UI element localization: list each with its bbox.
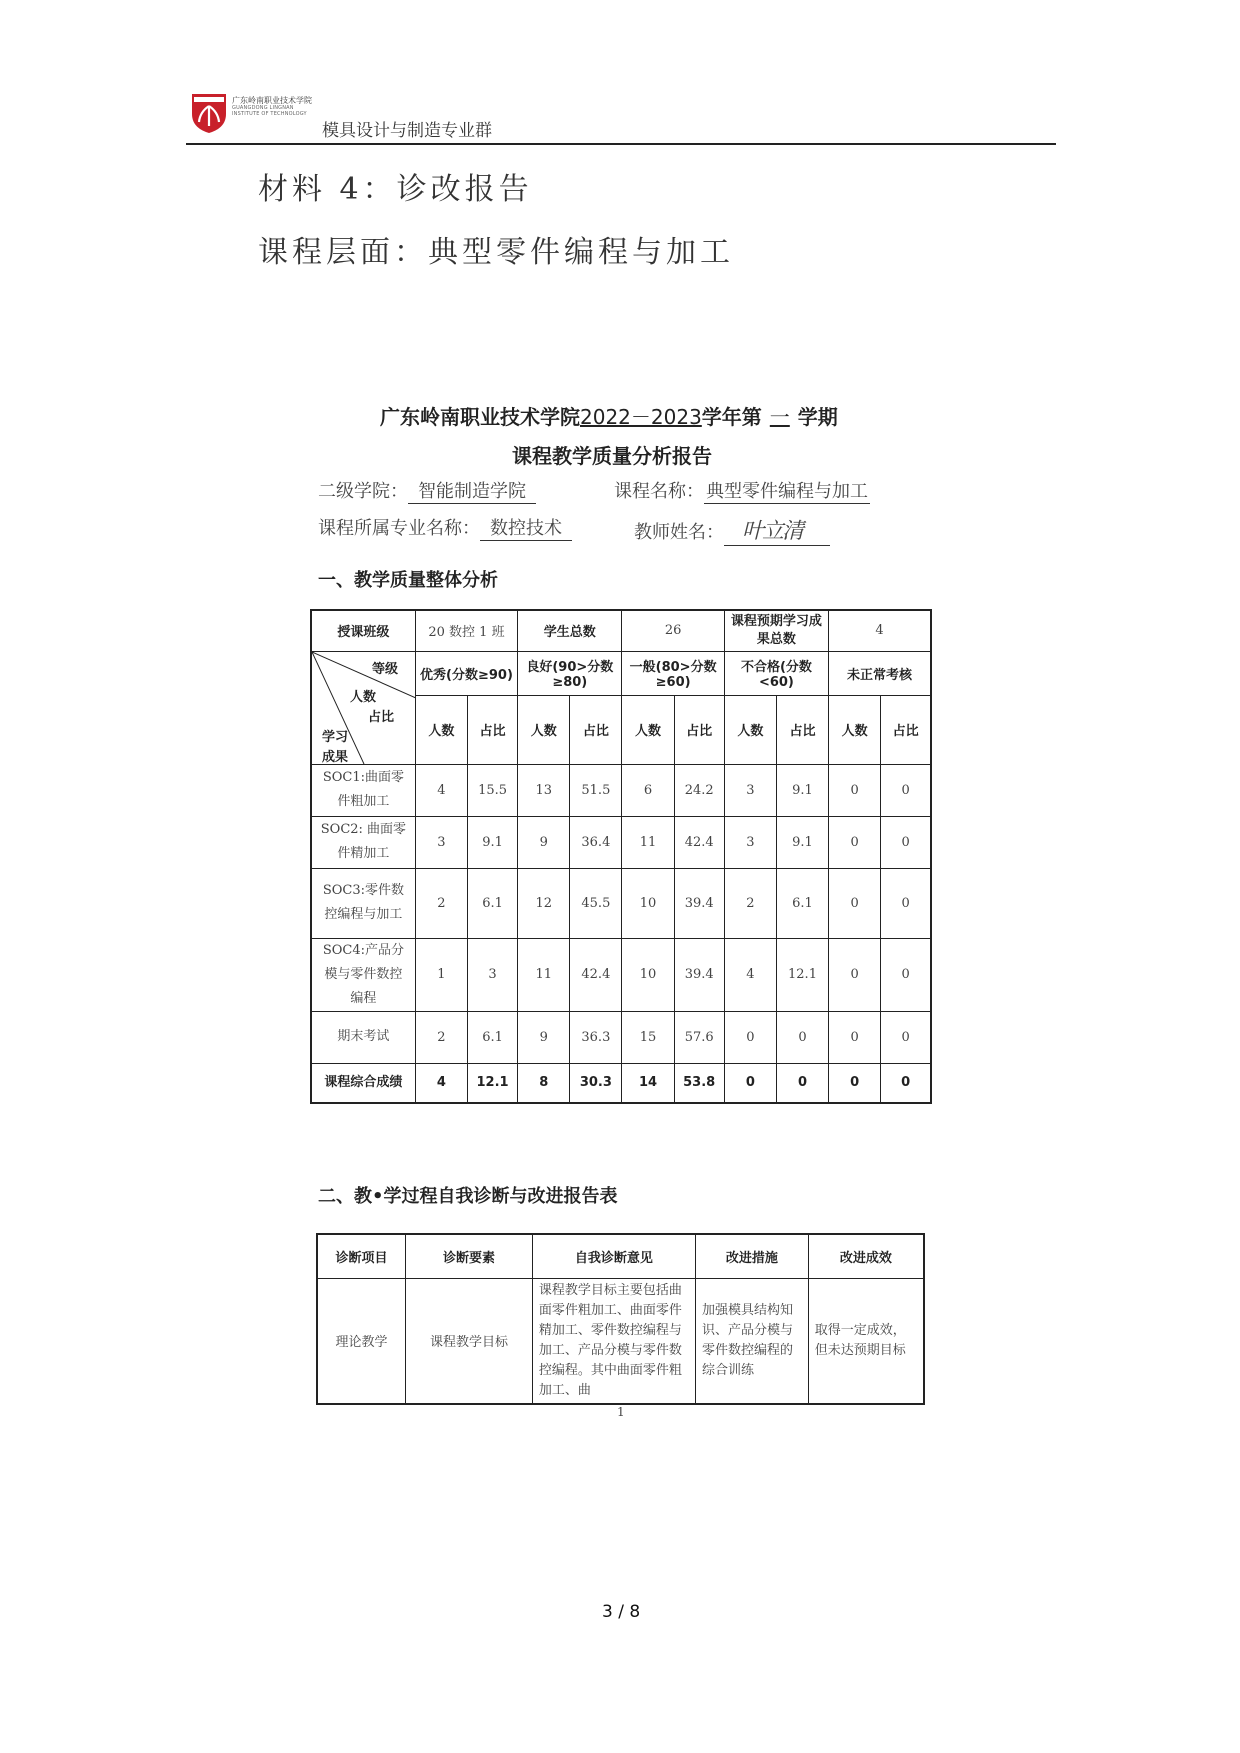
outcome-row — [311, 816, 931, 868]
ratio-header: 占比 — [776, 695, 828, 764]
ratio-cell: 24.2 — [674, 764, 724, 816]
course-field — [614, 477, 870, 504]
outcome-row — [311, 764, 931, 816]
count-cell: 4 — [415, 1063, 467, 1103]
count-cell: 2 — [415, 868, 467, 938]
outcomes-label: 课程预期学习成果总数 — [724, 610, 828, 651]
grade-good: 良好(90>分数≥80) — [518, 651, 622, 695]
report-year: 2022－2023 — [580, 405, 702, 429]
quality-analysis-table — [310, 609, 932, 1104]
count-cell: 0 — [829, 764, 881, 816]
ratio-cell: 36.3 — [570, 1011, 622, 1063]
ratio-cell: 42.4 — [674, 816, 724, 868]
ratio-cell: 36.4 — [570, 816, 622, 868]
ratio-cell: 6.1 — [467, 868, 517, 938]
report-title — [380, 401, 838, 430]
ratio-cell: 6.1 — [467, 1011, 517, 1063]
count-cell: 0 — [829, 816, 881, 868]
course-level-heading: 课程层面：典型零件编程与加工 — [258, 235, 734, 270]
count-cell: 8 — [518, 1063, 570, 1103]
count-header: 人数 — [622, 695, 674, 764]
ratio-cell: 0 — [776, 1011, 828, 1063]
header-improvement-measure: 改进措施 — [695, 1234, 808, 1278]
class-value: 20 数控 1 班 — [415, 610, 517, 651]
diagnosis-item: 理论教学 — [317, 1278, 406, 1404]
ratio-cell: 0 — [881, 1011, 931, 1063]
ratio-cell: 57.6 — [674, 1011, 724, 1063]
outcome-name: 期末考试 — [311, 1011, 415, 1063]
count-cell: 11 — [622, 816, 674, 868]
school-logo — [190, 92, 228, 134]
logo-text — [232, 96, 312, 117]
ratio-header: 占比 — [881, 695, 931, 764]
ratio-cell: 0 — [881, 1063, 931, 1103]
ratio-cell: 39.4 — [674, 868, 724, 938]
class-label: 授课班级 — [311, 610, 415, 651]
ratio-cell: 12.1 — [776, 938, 828, 1011]
grade-average: 一般(80>分数≥60) — [622, 651, 724, 695]
students-label: 学生总数 — [518, 610, 622, 651]
ratio-cell: 15.5 — [467, 764, 517, 816]
count-cell: 11 — [518, 938, 570, 1011]
ratio-cell: 0 — [776, 1063, 828, 1103]
major-label: 课程所属专业名称： — [318, 518, 480, 539]
count-cell: 13 — [518, 764, 570, 816]
diagonal-header-cell — [311, 651, 415, 764]
count-cell: 0 — [829, 1011, 881, 1063]
grade-not-assessed: 未正常考核 — [829, 651, 931, 695]
count-header: 人数 — [518, 695, 570, 764]
ratio-cell: 39.4 — [674, 938, 724, 1011]
outcomes-value: 4 — [829, 610, 931, 651]
diagnosis-table — [316, 1233, 925, 1405]
ratio-cell: 45.5 — [570, 868, 622, 938]
college-value: 智能制造学院 — [408, 477, 536, 504]
count-cell: 2 — [724, 868, 776, 938]
count-cell: 4 — [415, 764, 467, 816]
grades-header-row — [311, 651, 931, 695]
ratio-cell: 30.3 — [570, 1063, 622, 1103]
ratio-header: 占比 — [674, 695, 724, 764]
count-cell: 9 — [518, 816, 570, 868]
ratio-cell: 42.4 — [570, 938, 622, 1011]
major-value: 数控技术 — [480, 514, 572, 541]
logo-school-name: 广东岭南职业技术学院 — [232, 96, 312, 105]
outcome-row — [311, 938, 931, 1011]
ratio-cell: 0 — [881, 816, 931, 868]
count-cell: 0 — [829, 1063, 881, 1103]
diagnosis-row — [317, 1278, 924, 1404]
ratio-cell: 9.1 — [467, 816, 517, 868]
students-value: 26 — [622, 610, 724, 651]
count-cell: 0 — [724, 1063, 776, 1103]
teacher-field — [634, 514, 830, 546]
count-header: 人数 — [724, 695, 776, 764]
ratio-cell: 51.5 — [570, 764, 622, 816]
header-self-opinion: 自我诊断意见 — [532, 1234, 695, 1278]
outcome-name: SOC1:曲面零件粗加工 — [311, 764, 415, 816]
total-label: 课程综合成绩 — [311, 1063, 415, 1103]
count-header: 人数 — [829, 695, 881, 764]
major-field — [318, 514, 572, 541]
count-cell: 9 — [518, 1011, 570, 1063]
ratio-cell: 9.1 — [776, 816, 828, 868]
outcome-name: SOC3:零件数控编程与加工 — [311, 868, 415, 938]
ratio-cell: 12.1 — [467, 1063, 517, 1103]
college-field — [318, 477, 536, 504]
header-improvement-effect: 改进成效 — [808, 1234, 924, 1278]
count-cell: 2 — [415, 1011, 467, 1063]
ratio-cell: 0 — [881, 938, 931, 1011]
diag-grade: 等级 — [372, 661, 399, 677]
outcome-name: SOC2: 曲面零件精加工 — [311, 816, 415, 868]
table1-body — [311, 764, 931, 1103]
ratio-header: 占比 — [570, 695, 622, 764]
report-school: 广东岭南职业技术学院 — [380, 405, 580, 429]
inner-page-number: 1 — [617, 1405, 625, 1419]
college-label: 二级学院： — [318, 481, 408, 502]
ratio-cell: 0 — [881, 868, 931, 938]
logo-school-name-en: GUANGDONG LINGNAN INSTITUTE OF TECHNOLOGY — [232, 105, 307, 117]
count-cell: 1 — [415, 938, 467, 1011]
ratio-header: 占比 — [467, 695, 517, 764]
count-cell: 10 — [622, 868, 674, 938]
count-cell: 15 — [622, 1011, 674, 1063]
table1-summary-row — [311, 610, 931, 651]
section2-title: 二、教•学过程自我诊断与改进报告表 — [318, 1186, 618, 1207]
report-title-suffix: 学期 — [797, 405, 838, 429]
diagnosis-header-row — [317, 1234, 924, 1278]
course-label: 课程名称： — [614, 481, 704, 502]
page-indicator: 3 / 8 — [602, 1602, 641, 1622]
count-cell: 3 — [724, 816, 776, 868]
count-cell: 3 — [724, 764, 776, 816]
count-cell: 10 — [622, 938, 674, 1011]
section1-title: 一、教学质量整体分析 — [318, 570, 498, 591]
outcome-row — [311, 868, 931, 938]
diagnosis-element: 课程教学目标 — [406, 1278, 533, 1404]
ratio-cell: 6.1 — [776, 868, 828, 938]
report-subtitle: 课程教学质量分析报告 — [512, 444, 712, 468]
improvement-measure: 加强模具结构知识、产品分模与零件数控编程的综合训练 — [695, 1278, 808, 1404]
count-cell: 0 — [724, 1011, 776, 1063]
outcome-name: SOC4:产品分模与零件数控编程 — [311, 938, 415, 1011]
count-header: 人数 — [415, 695, 467, 764]
improvement-effect: 取得一定成效，但未达预期目标 — [808, 1278, 924, 1404]
self-opinion: 课程教学目标主要包括曲面零件粗加工、曲面零件精加工、零件数控编程与加工、产品分模与零件数控编程。其中曲面零件粗加工、曲 — [532, 1278, 695, 1404]
course-value: 典型零件编程与加工 — [704, 477, 870, 504]
total-row — [311, 1063, 931, 1103]
report-title-mid: 学年第 — [701, 405, 762, 429]
report-term: 一 — [769, 405, 790, 429]
count-cell: 12 — [518, 868, 570, 938]
ratio-cell: 0 — [881, 764, 931, 816]
count-cell: 14 — [622, 1063, 674, 1103]
ratio-cell: 3 — [467, 938, 517, 1011]
count-cell: 6 — [622, 764, 674, 816]
material-heading: 材料 4：诊改报告 — [258, 172, 533, 207]
diag-ratio: 占比 — [368, 709, 395, 725]
header-diagnosis-item: 诊断项目 — [317, 1234, 406, 1278]
header-diagnosis-element: 诊断要素 — [406, 1234, 533, 1278]
teacher-signature: 叶立清 — [724, 514, 830, 546]
header-divider — [186, 143, 1056, 145]
header-group-name: 模具设计与制造专业群 — [322, 121, 492, 141]
diag-people: 人数 — [350, 689, 377, 705]
outcome-row — [311, 1011, 931, 1063]
grade-fail: 不合格(分数<60) — [724, 651, 828, 695]
count-cell: 0 — [829, 938, 881, 1011]
grade-excellent: 优秀(分数≥90) — [415, 651, 517, 695]
count-cell: 3 — [415, 816, 467, 868]
teacher-label: 教师姓名： — [634, 522, 724, 543]
count-cell: 4 — [724, 938, 776, 1011]
ratio-cell: 53.8 — [674, 1063, 724, 1103]
count-cell: 0 — [829, 868, 881, 938]
diag-outcome: 学习成果 — [321, 729, 348, 765]
ratio-cell: 9.1 — [776, 764, 828, 816]
